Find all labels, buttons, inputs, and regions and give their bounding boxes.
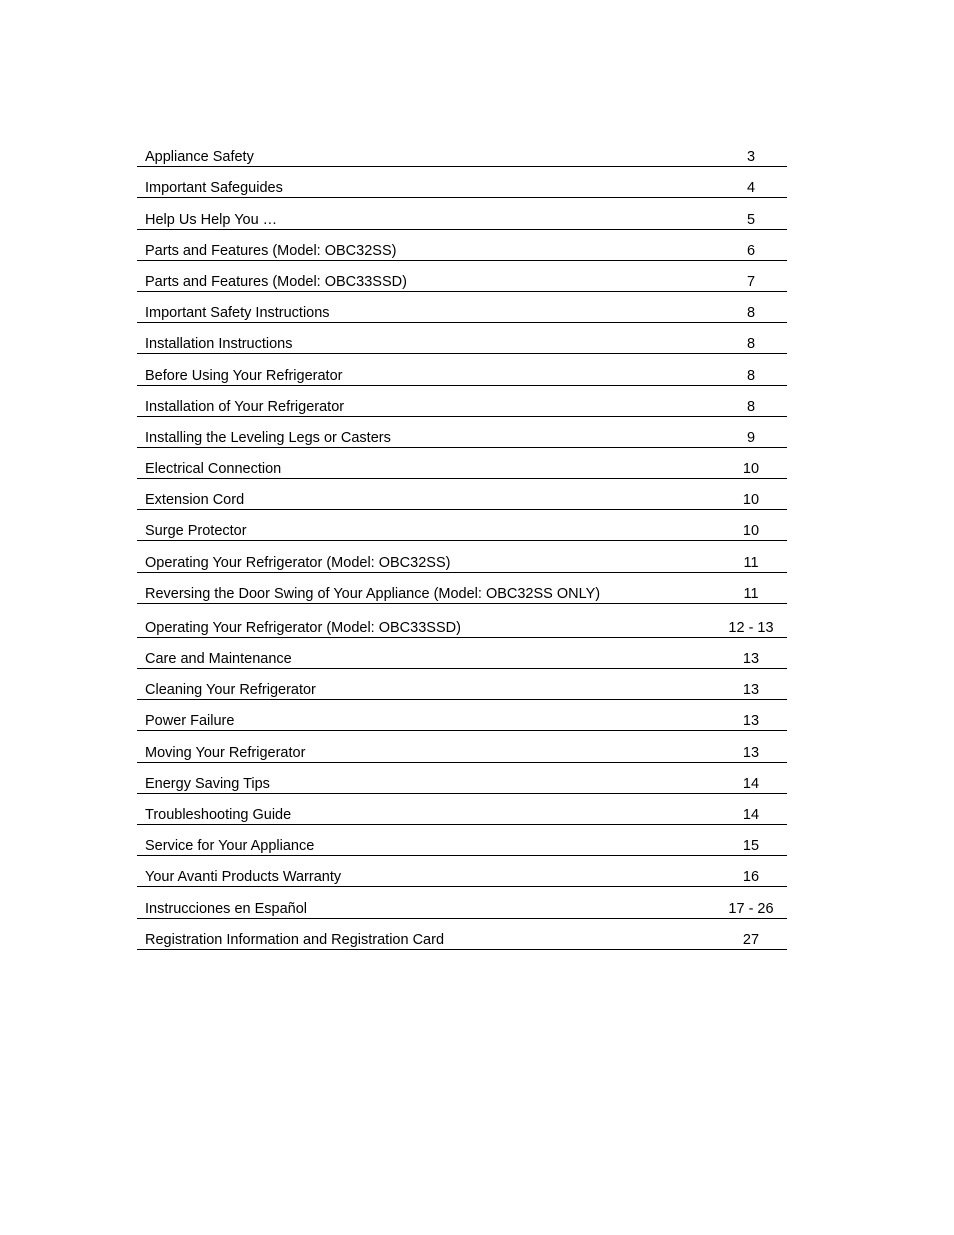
toc-entry-page: 15 [742, 838, 760, 855]
toc-row [137, 887, 787, 918]
toc-entry-page: 17 - 26 [728, 900, 774, 917]
toc-entry-title: Electrical Connection [145, 461, 282, 478]
toc-entry-title: Important Safeguides [145, 180, 283, 197]
toc-entry-page: 27 [742, 931, 760, 948]
toc-entry-title: Instrucciones en Español [145, 900, 308, 917]
toc-row [137, 198, 787, 229]
toc-row [137, 230, 787, 261]
toc-entry-page: 14 [742, 806, 760, 823]
toc-entry-title: Troubleshooting Guide [145, 806, 292, 823]
toc-row [137, 261, 787, 292]
toc-entry-page: 5 [746, 211, 756, 228]
toc-entry-page: 7 [746, 273, 756, 290]
toc-entry-page: 6 [746, 242, 756, 259]
toc-entry-page: 11 [743, 585, 759, 602]
toc-entry-title: Installation of Your Refrigerator [145, 398, 345, 415]
toc-row [137, 856, 787, 887]
toc-entry-title: Reversing the Door Swing of Your Appliance (Model: OBC32SS ONLY) [145, 585, 601, 602]
toc-entry-title: Help Us Help You … [145, 211, 278, 228]
toc-row [137, 136, 787, 167]
toc-entry-title: Registration Information and Registration Card [145, 931, 445, 948]
toc-entry-page: 11 [743, 554, 759, 571]
toc-row [137, 573, 787, 604]
toc-entry-page: 3 [746, 149, 756, 166]
toc-entry-title: Operating Your Refrigerator (Model: OBC32SS) [145, 554, 451, 571]
toc-entry-title: Operating Your Refrigerator (Model: OBC33SSD) [145, 619, 461, 636]
toc-row [137, 417, 787, 448]
toc-row [137, 604, 787, 638]
toc-row [137, 386, 787, 417]
toc-entry-page: 10 [742, 492, 760, 509]
toc-row [137, 825, 787, 856]
toc-entry-title: Care and Maintenance [145, 651, 292, 667]
toc-entry-page: 16 [742, 869, 760, 886]
toc-entry-page: 4 [746, 180, 756, 197]
toc-row [137, 794, 787, 825]
toc-entry-page: 13 [742, 682, 760, 699]
toc-row [137, 731, 787, 762]
toc-entry-page: 8 [746, 336, 756, 353]
toc-entry-page: 13 [742, 744, 760, 761]
toc-entry-title: Extension Cord [145, 492, 245, 509]
toc-row [137, 323, 787, 354]
toc-entry-title: Appliance Safety [145, 149, 254, 166]
toc-row [137, 638, 787, 669]
toc-row [137, 167, 787, 198]
toc-entry-title: Cleaning Your Refrigerator [145, 682, 316, 699]
toc-row [137, 292, 787, 323]
toc-entry-title: Energy Saving Tips [145, 775, 270, 792]
toc-entry-title: Surge Protector [145, 523, 247, 540]
toc-entry-page: 10 [742, 461, 760, 478]
toc-entry-title: Installation Instructions [145, 336, 293, 353]
toc-row [137, 354, 787, 385]
toc-row [137, 700, 787, 731]
toc-entry-title: Important Safety Instructions [145, 305, 330, 322]
toc-row [137, 479, 787, 510]
toc-row [137, 448, 787, 479]
toc-row [137, 919, 787, 950]
toc-entry-page: 8 [746, 398, 756, 415]
toc-row [137, 541, 787, 572]
toc-entry-title: Moving Your Refrigerator [145, 744, 306, 761]
toc-entry-title: Power Failure [145, 713, 235, 730]
table-of-contents [137, 136, 787, 950]
toc-row [137, 510, 787, 541]
toc-row [137, 669, 787, 700]
toc-entry-page: 13 [742, 651, 760, 667]
toc-entry-page: 8 [746, 305, 756, 322]
toc-entry-page: 8 [746, 367, 756, 384]
toc-entry-title: Service for Your Appliance [145, 838, 315, 855]
toc-entry-title: Your Avanti Products Warranty [145, 869, 342, 886]
toc-entry-page: 13 [742, 713, 760, 730]
toc-entry-title: Installing the Leveling Legs or Casters [145, 429, 391, 446]
toc-entry-page: 9 [746, 429, 756, 446]
toc-entry-title: Parts and Features (Model: OBC32SS) [145, 242, 397, 259]
toc-entry-page: 12 - 13 [728, 619, 774, 636]
toc-entry-page: 14 [742, 775, 760, 792]
toc-entry-title: Before Using Your Refrigerator [145, 367, 343, 384]
toc-entry-title: Parts and Features (Model: OBC33SSD) [145, 273, 407, 290]
toc-row [137, 763, 787, 794]
toc-entry-page: 10 [742, 523, 760, 540]
